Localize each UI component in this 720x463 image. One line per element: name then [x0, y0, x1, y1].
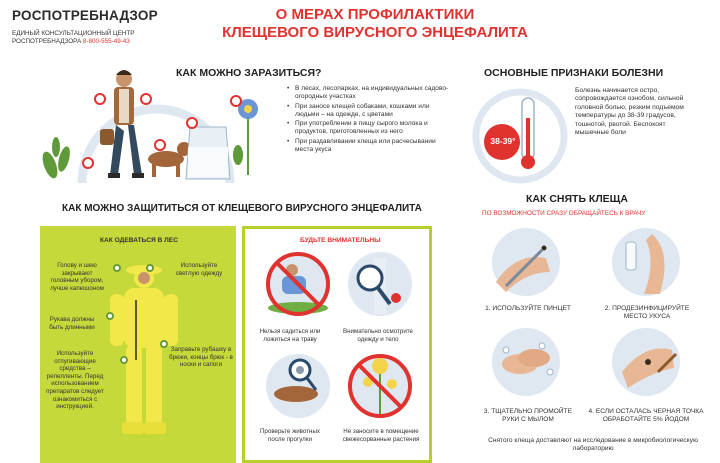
infection-list: [285, 85, 455, 155]
attention-item-grass: Нельзя садиться или ложиться на траву: [259, 328, 321, 343]
removal-heading: КАК СНЯТЬ КЛЕЩА: [526, 193, 628, 205]
logo-subtitle: [12, 30, 135, 46]
protection-heading: КАК МОЖНО ЗАЩИТИТЬСЯ ОТ КЛЕЩЕВОГО ВИРУСНОГО ЭНЦЕФАЛИТА: [62, 203, 422, 214]
dress-note-sleeves: Рукава должны быть длинными: [49, 316, 95, 331]
attention-item-inspect: Внимательно осмотрите одежду и тело: [342, 328, 413, 343]
removal-footer: Снятого клеща доставляют на исследование в микробиологическую лабораторию: [488, 437, 698, 452]
removal-subheading: ПО ВОЗМОЖНОСТИ СРАЗУ ОБРАЩАЙТЕСЬ К ВРАЧУ: [482, 210, 646, 217]
marker-dot: [146, 264, 154, 272]
dress-panel-title: КАК ОДЕВАТЬСЯ В ЛЕС: [100, 237, 178, 244]
symptoms-text: Болезнь начинается остро, сопровождается ознобом, сильной головной болью, резким подъемом температуры до 38-39 градусов, тошнотой, рвотой. Беспокоят мышечные боли: [575, 87, 684, 137]
removal-step-3: 3. ТЩАТЕЛЬНО ПРОМОЙТЕ РУКИ С МЫЛОМ: [483, 408, 573, 423]
attention-illustrations: [262, 248, 422, 453]
title-line-1: О МЕРАХ ПРОФИЛАКТИКИ: [275, 6, 475, 23]
thermometer-illustration: [470, 84, 570, 184]
hotline-phone: 8-800-555-49-43: [82, 38, 130, 45]
list-item: • В лесах, лесопарках, на индивидуальных садово-огородных участках: [295, 85, 455, 102]
dress-note-repellent: Используйте отпугивающие средства – репелленты. Перед использованием препаратов следует ознакомиться с инструкцией.: [46, 350, 104, 411]
marker-dot: [120, 356, 128, 364]
logo-sub-line1: ЕДИНЫЙ КОНСУЛЬТАЦИОННЫЙ ЦЕНТР: [12, 30, 135, 37]
logo-text: РОСПОТРЕБНАДЗОР: [12, 8, 158, 23]
list-item: • При употреблении в пищу сырого молока и продуктов, приготовленных из него: [295, 120, 455, 137]
marker-dot: [106, 312, 114, 320]
dress-note-color: Используйте светлую одежду: [175, 262, 223, 277]
infection-heading: КАК МОЖНО ЗАРАЗИТЬСЯ?: [176, 67, 322, 79]
attention-item-plants: Не заносите в помещение свежесорванные растения: [342, 428, 420, 443]
removal-step-1: 1. ИСПОЛЬЗУЙТЕ ПИНЦЕТ: [485, 305, 571, 312]
logo-sub-line2: РОСПОТРЕБНАДЗОРА 8-800-555-49-43: [12, 38, 130, 45]
title-line-2: КЛЕЩЕВОГО ВИРУСНОГО ЭНЦЕФАЛИТА: [222, 24, 528, 41]
marker-dot: [160, 340, 168, 348]
dress-note-head: Голову и шею закрывают головным убором, лучше капюшоном: [50, 262, 104, 292]
temperature-badge: 38-39°: [490, 136, 516, 146]
removal-step-2: 2. ПРОДЕЗИНФИЦИРУЙТЕ МЕСТО УКУСА: [604, 305, 690, 320]
attention-item-animals: Проверьте животных после прогулки: [259, 428, 320, 443]
removal-step-4: 4. ЕСЛИ ОСТАЛАСЬ ЧЕРНАЯ ТОЧКА ОБРАБОТАЙТЕ 5% ЙОДОМ: [588, 408, 704, 423]
page-title: [210, 6, 540, 42]
marker-dot: [113, 264, 121, 272]
list-item: • При заносе клещей собаками, кошками или людьми – на одежде, с цветами: [295, 103, 455, 120]
dress-note-tuck: Заправьте рубашку в брюки, концы брюк - в носки и сапоги: [169, 346, 233, 369]
attention-panel-title: БУДЬТЕ ВНИМАТЕЛЬНЫ: [300, 237, 381, 244]
list-item: • При раздавливании клеща или расчесывании места укуса: [295, 138, 455, 155]
symptoms-heading: ОСНОВНЫЕ ПРИЗНАКИ БОЛЕЗНИ: [484, 67, 664, 79]
